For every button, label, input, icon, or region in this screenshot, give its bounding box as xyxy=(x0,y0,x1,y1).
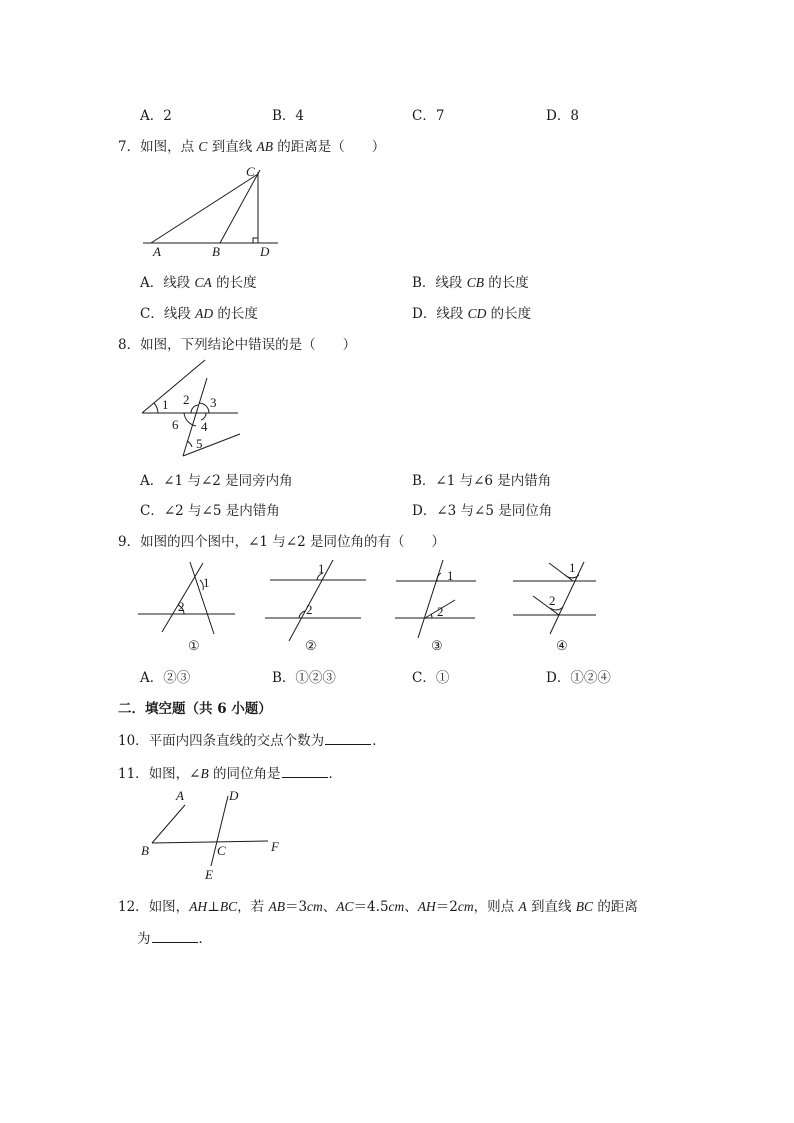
q8-angle-label-2: 2 xyxy=(183,392,190,407)
q9-fig3-label-1: 1 xyxy=(447,568,454,583)
q9-fig2-caption: ② xyxy=(305,638,317,653)
q9-fig4-label-1: 1 xyxy=(569,560,576,575)
q8-stem: 8．如图，下列结论中错误的是（ ） xyxy=(118,337,357,353)
q8-option-b[interactable]: B．∠1 与∠6 是内错角 xyxy=(412,473,552,489)
q11-label-f: F xyxy=(271,839,279,854)
q9-fig1-caption: ① xyxy=(188,638,200,653)
q9-option-d[interactable]: D．①②④ xyxy=(546,670,611,686)
q6-option-b[interactable]: B．4 xyxy=(272,108,305,124)
q8-option-c[interactable]: C．∠2 与∠5 是内错角 xyxy=(140,503,280,519)
q9-fig4-label-2: 2 xyxy=(549,593,556,608)
q8-angle-label-4: 4 xyxy=(201,419,208,434)
q9-fig2-label-1: 1 xyxy=(318,561,325,576)
q9-fig3-label-2: 2 xyxy=(437,604,444,619)
q9-option-a[interactable]: A．②③ xyxy=(140,670,191,686)
q12-stem-line-1: 12．如图，AH⊥BC，若 AB＝3cm、AC＝4.5cm、AH＝2cm，则点 A 到直线 BC 的距离 xyxy=(118,899,638,915)
q9-fig1-label-1: 1 xyxy=(203,575,210,590)
q8-option-d[interactable]: D．∠3 与∠5 是同位角 xyxy=(412,503,553,519)
q12-answer-blank[interactable] xyxy=(152,941,198,943)
q9-fig2-label-2: 2 xyxy=(306,602,313,617)
q8-option-a[interactable]: A．∠1 与∠2 是同旁内角 xyxy=(140,473,293,489)
q12-stem-line-2: 为 ． xyxy=(137,931,212,947)
q7-option-b[interactable]: B．线段 CB 的长度 xyxy=(412,275,529,291)
q7-option-a[interactable]: A．线段 CA 的长度 xyxy=(140,275,257,291)
q6-option-d[interactable]: D．8 xyxy=(546,108,579,124)
q9-fig3-caption: ③ xyxy=(431,638,443,653)
q11-stem: 11．如图，∠B 的同位角是 ． xyxy=(118,766,343,782)
q11-label-d: D xyxy=(229,788,239,803)
q11-label-c: C xyxy=(217,843,226,858)
q8-angle-label-3: 3 xyxy=(210,395,217,410)
q11-ray-ba xyxy=(152,805,185,843)
q9-stem: 9．如图的四个图中，∠1 与∠2 是同位角的有（ ） xyxy=(118,534,445,550)
q6-option-c[interactable]: C．7 xyxy=(412,108,445,124)
q11-label-b: B xyxy=(141,843,149,858)
q7-label-a: A xyxy=(153,244,161,259)
q7-label-d: D xyxy=(260,244,270,259)
q8-angle-label-1: 1 xyxy=(162,397,169,412)
q7-option-c[interactable]: C．线段 AD 的长度 xyxy=(140,306,258,322)
q8-angle-label-6: 6 xyxy=(172,417,179,432)
q8-angle-label-5: 5 xyxy=(196,436,203,451)
q9-option-c[interactable]: C．① xyxy=(412,670,450,686)
q9-fig4-caption: ④ xyxy=(556,638,568,653)
q7-stem: 7．如图，点 C 到直线 AB 的距离是（ ） xyxy=(118,139,386,155)
q6-option-a[interactable]: A．2 xyxy=(140,108,172,124)
q9-fig1-label-2: 2 xyxy=(178,599,185,614)
q11-label-e: E xyxy=(205,867,213,882)
q11-label-a: A xyxy=(176,788,184,803)
q11-line-bf xyxy=(152,841,268,843)
q7-label-b: B xyxy=(212,244,220,259)
section-2-title: 二．填空题（共 6 小题） xyxy=(118,701,272,717)
q7-label-c: C xyxy=(246,164,255,179)
q9-option-b[interactable]: B．①②③ xyxy=(272,670,336,686)
q10-stem: 10．平面内四条直线的交点个数为 ． xyxy=(118,733,386,749)
q7-option-d[interactable]: D．线段 CD 的长度 xyxy=(412,306,532,322)
